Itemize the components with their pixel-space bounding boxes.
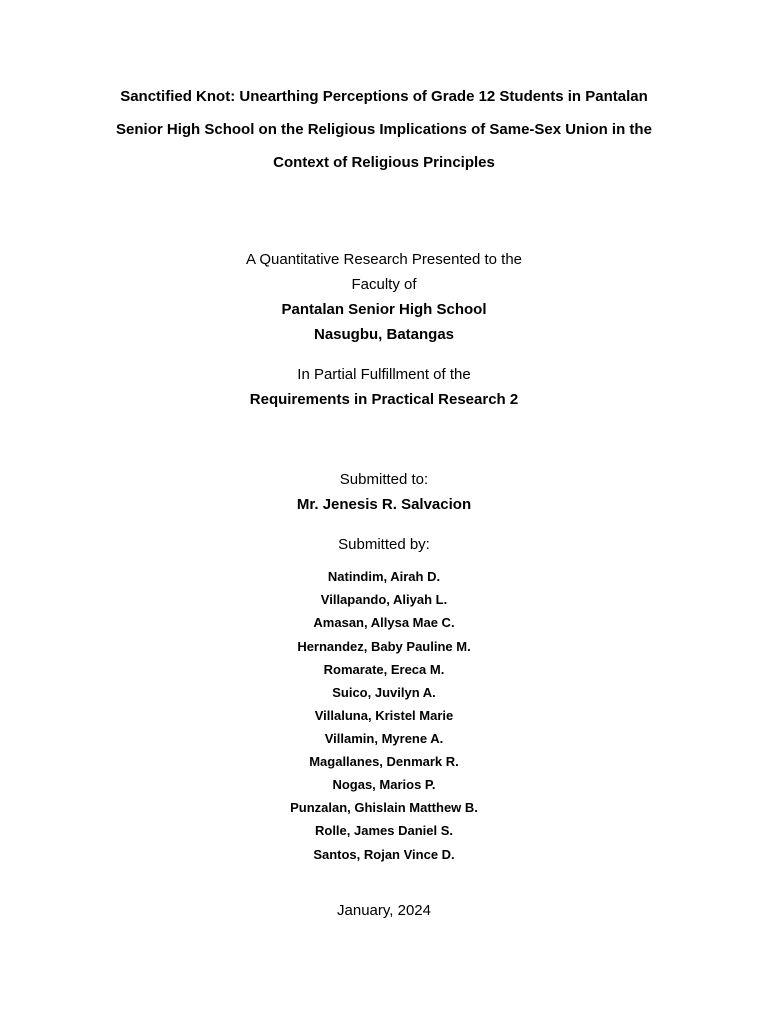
title-line-1: Sanctified Knot: Unearthing Perceptions of Grade 12 Students in Pantalan bbox=[120, 88, 648, 105]
presentation-line-1: A Quantitative Research Presented to the bbox=[246, 251, 522, 268]
submitted-to-label: Submitted to: bbox=[339, 471, 429, 488]
title-line-2: Senior High School on the Religious Implications of Same-Sex Union in the bbox=[116, 121, 652, 138]
submitted-by-label: Submitted by: bbox=[338, 536, 430, 553]
author-name: Hernandez, Baby Pauline M. bbox=[297, 639, 471, 654]
requirement-line: Requirements in Practical Research 2 bbox=[249, 391, 519, 408]
author-name: Suico, Juvilyn A. bbox=[332, 685, 436, 700]
author-name: Villapando, Aliyah L. bbox=[320, 592, 448, 607]
author-name: Nogas, Marios P. bbox=[332, 777, 436, 792]
author-name: Romarate, Ereca M. bbox=[323, 662, 445, 677]
presentation-line-2: Faculty of bbox=[351, 276, 417, 293]
author-name: Villamin, Myrene A. bbox=[324, 731, 444, 746]
title-line-3: Context of Religious Principles bbox=[273, 154, 495, 171]
school-location: Nasugbu, Batangas bbox=[313, 326, 455, 343]
author-name: Villaluna, Kristel Marie bbox=[314, 708, 454, 723]
fulfillment-line: In Partial Fulfillment of the bbox=[297, 366, 471, 383]
author-name: Amasan, Allysa Mae C. bbox=[313, 615, 455, 630]
school-name: Pantalan Senior High School bbox=[281, 301, 487, 318]
author-name: Natindim, Airah D. bbox=[327, 569, 441, 584]
author-name: Santos, Rojan Vince D. bbox=[313, 847, 455, 862]
author-name: Magallanes, Denmark R. bbox=[309, 754, 459, 769]
submission-date: January, 2024 bbox=[337, 902, 431, 919]
author-name: Punzalan, Ghislain Matthew B. bbox=[290, 800, 478, 815]
adviser-name: Mr. Jenesis R. Salvacion bbox=[296, 496, 472, 513]
author-name: Rolle, James Daniel S. bbox=[314, 823, 453, 838]
